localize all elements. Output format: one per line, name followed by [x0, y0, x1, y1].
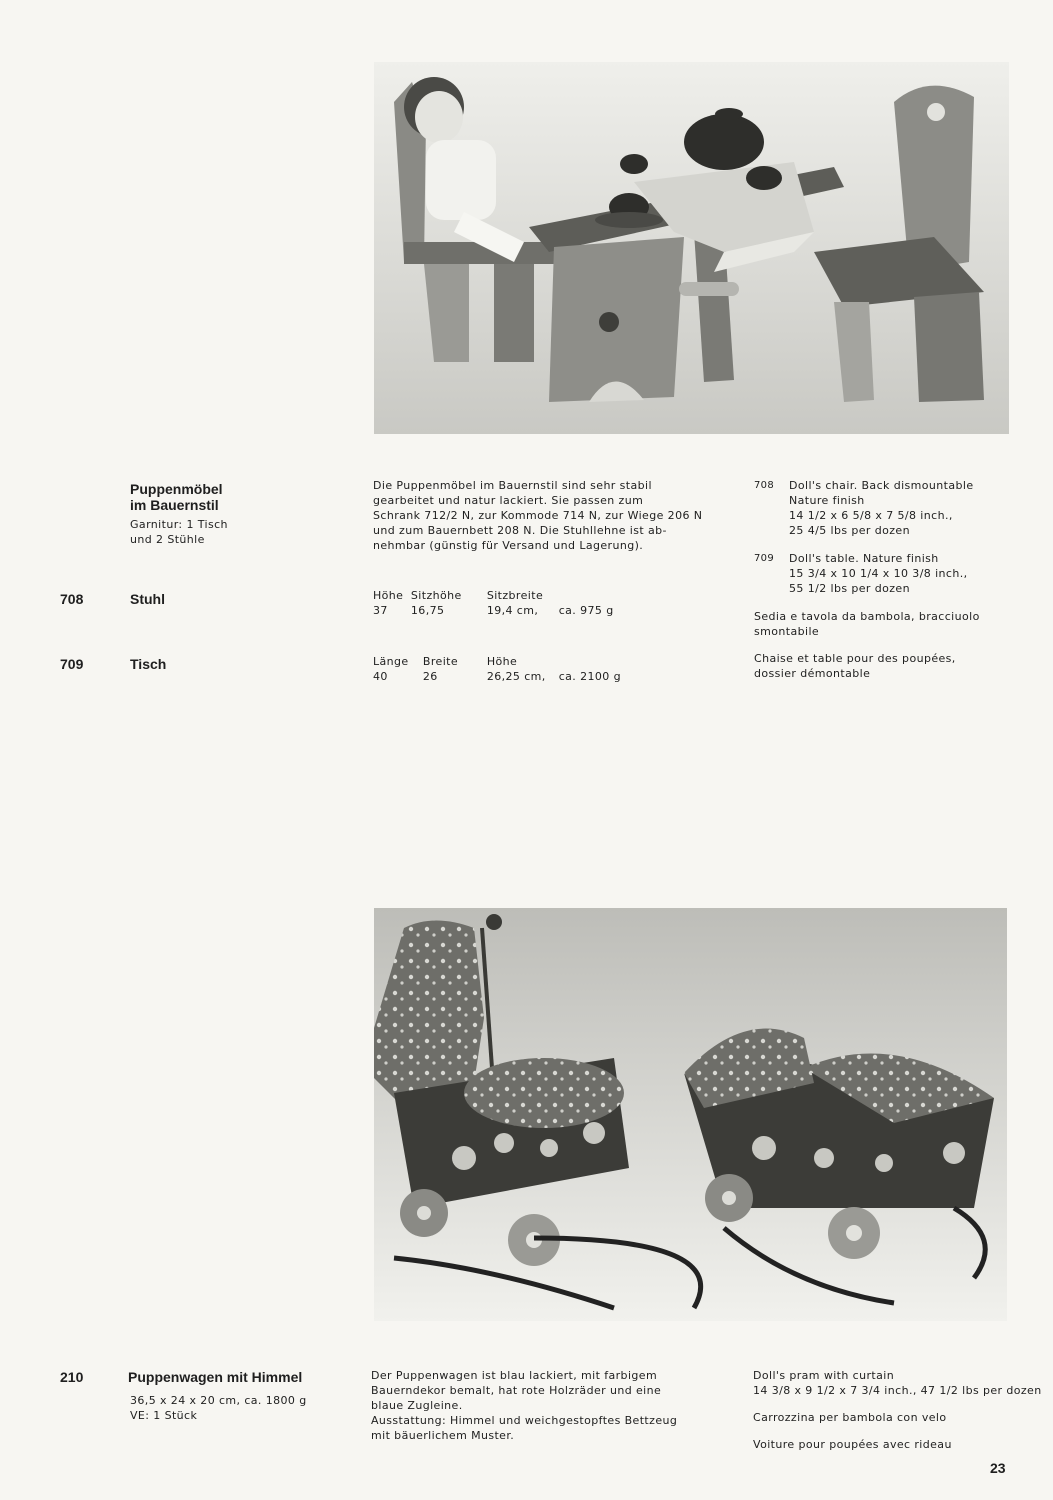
dim-header: Höhe: [373, 589, 404, 602]
desc2-line: Der Puppenwagen ist blau lackiert, mit farbigem: [371, 1369, 658, 1382]
dim-value: 16,75: [410, 604, 445, 617]
section2-french: Voiture pour poupées avec rideau: [753, 1438, 952, 1451]
section1-title-line2: im Bauernstil: [130, 497, 219, 513]
desc1-line: Die Puppenmöbel im Bauernstil sind sehr stabil: [373, 479, 652, 492]
section1-title-line1: Puppenmöbel: [130, 481, 223, 497]
desc2-line: Ausstattung: Himmel und weichgestopftes Bettzeug: [371, 1414, 678, 1427]
item-708-dims: [373, 588, 614, 618]
item-709-number: 709: [60, 656, 84, 672]
item-210-title: Puppenwagen mit Himmel: [128, 1369, 303, 1385]
en-line: 14 1/2 x 6 5/8 x 7 5/8 inch.,: [789, 509, 953, 522]
section1-garnitur: [130, 517, 228, 547]
en-line: Doll's table. Nature finish: [789, 552, 939, 565]
section2-italian: Carrozzina per bambola con velo: [753, 1411, 947, 1424]
dim-weight: ca. 975 g: [558, 604, 614, 617]
en2-line: Doll's pram with curtain: [753, 1369, 895, 1382]
page-number: 23: [990, 1460, 1006, 1476]
dim-header: Sitzbreite: [486, 589, 544, 602]
section1-title: [130, 481, 223, 513]
dim-value: 26: [422, 670, 438, 683]
desc2-line: blaue Zugleine.: [371, 1399, 463, 1412]
desc1-line: nehmbar (günstig für Versand und Lagerung).: [373, 539, 644, 552]
section1-description: [373, 478, 723, 553]
fr-line: Chaise et table pour des poupées,: [754, 652, 956, 665]
dim-weight: ca. 2100 g: [558, 670, 621, 683]
dim-value: 40: [373, 670, 388, 683]
dim-value: 37: [373, 604, 388, 617]
en2-line: 14 3/8 x 9 1/2 x 7 3/4 inch., 47 1/2 lbs per dozen: [753, 1384, 1042, 1397]
section1-italian: [754, 609, 980, 639]
item-210-number: 210: [60, 1369, 84, 1385]
en-line: Nature finish: [789, 494, 865, 507]
desc1-line: gearbeitet und natur lackiert. Sie passen zum: [373, 494, 644, 507]
item-708-number: 708: [60, 591, 84, 607]
desc2-line: Bauerndekor bemalt, hat rote Holzräder und eine: [371, 1384, 662, 1397]
section2-english: [753, 1368, 1042, 1398]
item-709-dims: [373, 654, 621, 684]
dim-header: Höhe: [486, 655, 518, 668]
desc1-line: und zum Bauernbett 208 N. Die Stuhllehne ist ab-: [373, 524, 667, 537]
photo-doll-furniture: [374, 62, 1009, 434]
en-709-text: [789, 551, 968, 596]
photo-doll-prams: [374, 908, 1007, 1321]
en-line: Doll's chair. Back dismountable: [789, 479, 974, 492]
section1-french: [754, 651, 956, 681]
en-line: 25 4/5 lbs per dozen: [789, 524, 910, 537]
garnitur-line1: Garnitur: 1 Tisch: [130, 518, 228, 531]
garnitur-line2: und 2 Stühle: [130, 533, 205, 546]
fr-line: dossier démontable: [754, 667, 871, 680]
item-709-name: Tisch: [130, 656, 167, 672]
section2-description: [371, 1368, 731, 1443]
dim-value: 19,4 cm,: [486, 604, 539, 617]
dim-value: 26,25 cm,: [486, 670, 546, 683]
it-line: smontabile: [754, 625, 820, 638]
item-210-ve: VE: 1 Stück: [130, 1409, 198, 1422]
it-line: Sedia e tavola da bambola, bracciuolo: [754, 610, 980, 623]
en-709-number: 709: [754, 553, 774, 564]
dim-header: Sitzhöhe: [410, 589, 462, 602]
desc2-line: mit bäuerlichem Muster.: [371, 1429, 515, 1442]
en-708-text: [789, 478, 974, 538]
item-210-dims: 36,5 x 24 x 20 cm, ca. 1800 g: [130, 1394, 307, 1407]
item-708-name: Stuhl: [130, 591, 165, 607]
en-line: 15 3/4 x 10 1/4 x 10 3/8 inch.,: [789, 567, 968, 580]
item-210-specs: [130, 1393, 307, 1423]
en-line: 55 1/2 lbs per dozen: [789, 582, 910, 595]
en-708-number: 708: [754, 480, 774, 491]
dim-header: Breite: [422, 655, 459, 668]
dim-header: Länge: [373, 655, 409, 668]
desc1-line: Schrank 712/2 N, zur Kommode 714 N, zur Wiege 206 N: [373, 509, 703, 522]
